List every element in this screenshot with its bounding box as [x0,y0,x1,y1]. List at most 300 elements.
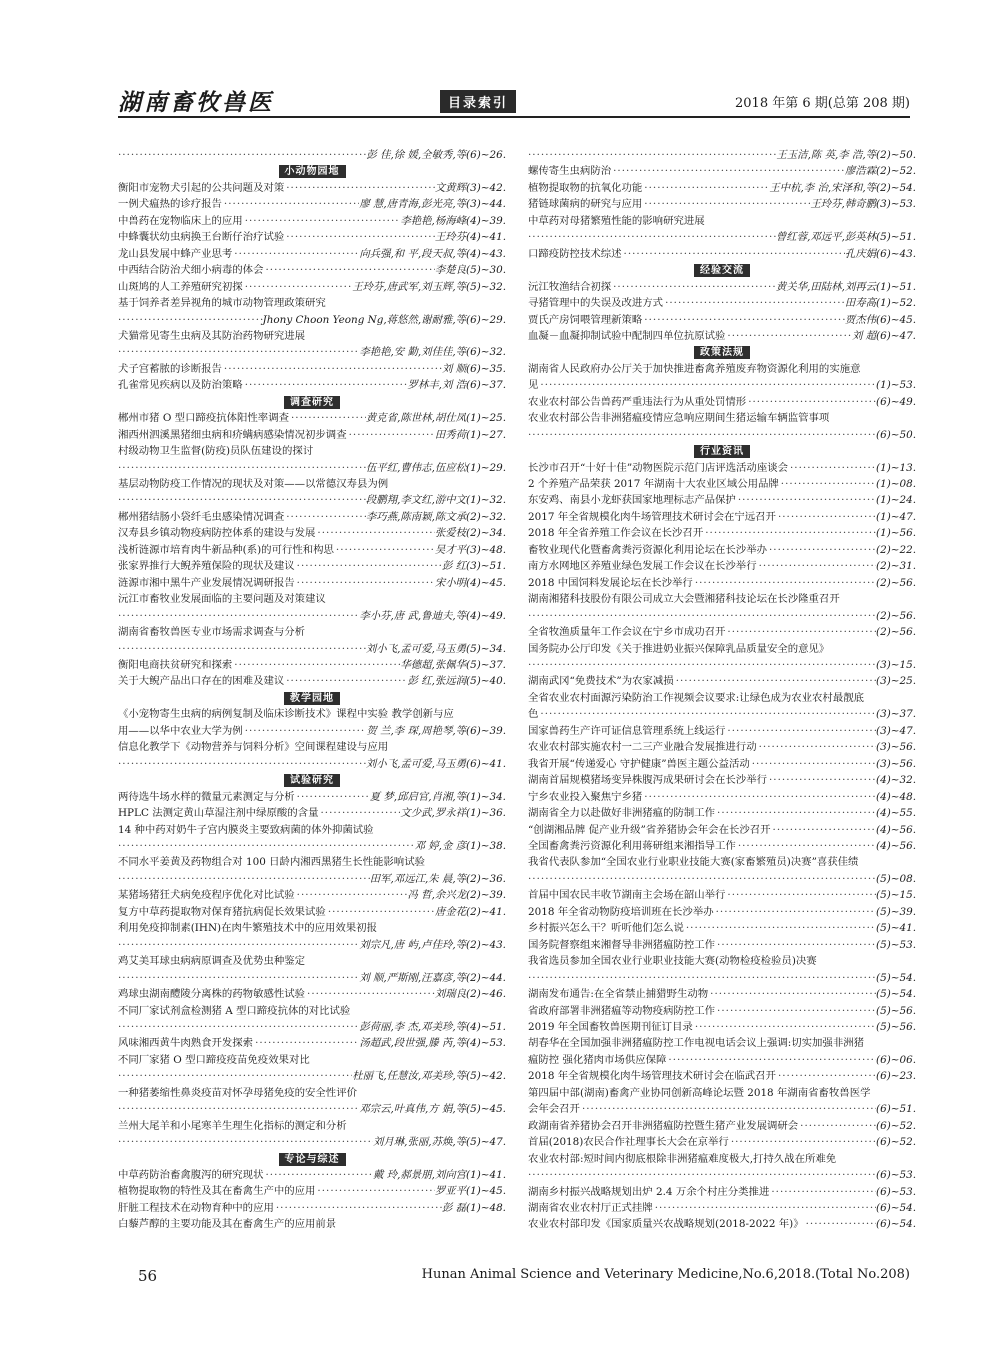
entry-authors: (6)~49. [876,395,916,408]
index-entry [528,887,916,903]
entry-title-line: 白藜芦醇的主要功能及其在畜禽生产的应用前景 [118,1218,337,1231]
index-entry [528,838,916,854]
index-entry [528,1118,916,1134]
category-heading [118,772,506,788]
dot-leader [622,246,845,262]
entry-title: HPLC 法测定黄山草湿注剂中绿原酸的含量 [118,807,319,820]
index-entry [528,377,916,393]
entry-title: 农业农村部实施农村一二三产业融合发展推进行动 [528,741,757,754]
journal-logo: 湖南畜牧兽医 [118,89,274,116]
entry-authors: 王玲芬(4)~41. [434,231,506,244]
entry-authors: 向兵强,和 平,段天叔,等(4)~43. [359,247,506,260]
dot-leader [769,1184,876,1200]
entry-author-line [118,312,506,328]
dot-leader [611,279,776,295]
entry-authors: 李楚良(5)~30. [434,264,506,277]
entry-authors: 廖 慧,唐青海,彭光亮,等(3)~44. [359,198,506,211]
entry-title-line: 农业农村部公告非洲猪瘟疫情应急响应期间生猪运输车辆监管事项 [528,412,830,425]
dot-leader [326,904,435,920]
category-label: 行业资讯 [694,445,750,458]
entry-authors: 刘 超(6)~47. [851,329,916,342]
entry-authors: (5)~53. [876,938,916,951]
index-entry [528,1019,916,1035]
entry-title: 孔雀常见疾病以及防治策略 [118,379,243,392]
category-heading [118,163,506,179]
entry-title-line: 犬猫常见寄生虫病及其防治药物研究进展 [118,329,306,342]
entry-authors: 刘小飞,孟可爱,马玉勇(6)~41. [365,757,506,770]
entry-author-line [528,970,916,986]
entry-title: 风味湘西黄牛肉熟食开发探索 [118,1037,254,1050]
index-entry [528,1216,916,1232]
entry-title-line: 农业农村部:短时间内彻底根除非洲猪瘟难度极大,打持久战在所难免 [528,1152,837,1165]
dot-leader [243,279,353,295]
entry-title-line: 第四届中部(湖南)畜禽产业协同创新高峰论坛暨 2018 年湖南省畜牧兽医学 [528,1086,871,1099]
index-entry [528,937,916,953]
entry-title: 龙山县发展中蜂产业思考 [118,247,233,260]
entry-authors: 李艳艳,杨海峰(4)~39. [400,214,506,227]
dot-leader [528,608,876,624]
entry-title: 2017 年全省规模化肉牛场管理技术研讨会在宁远召开 [528,510,776,523]
entry-authors: (2)~56. [876,609,916,622]
dot-leader [642,196,810,212]
dot-leader [767,542,876,558]
entry-title: 见 [528,379,539,392]
journal-english-name: Hunan Animal Science and Veterinary Medicine,No.6,2018.(Total No.208) [421,1267,910,1282]
entry-title: 衡阳电商扶贫研究和探索 [118,659,233,672]
dot-leader [715,1003,876,1019]
dot-leader [118,756,366,772]
entry-authors: 黄克省,陈世林,胡仕凤(1)~25. [365,412,506,425]
dot-leader [715,937,876,953]
entry-author-line [118,344,506,360]
right-column [528,147,916,1233]
dot-leader [284,229,435,245]
entry-authors: (6)~06. [876,1053,916,1066]
dot-leader [334,542,435,558]
entry-title: 山斑鸠的人工养殖研究初探 [118,280,243,293]
dot-leader [253,1035,359,1051]
index-entry [118,887,506,903]
entry-authors: (5)~54. [876,988,916,1001]
entry-authors: 彭 佳,徐 媛,全敏秀,等(6)~26. [366,149,506,161]
entry-authors: (3)~56. [876,757,916,770]
entry-authors: (6)~54. [876,1201,916,1214]
index-entry [118,1167,506,1183]
entry-authors: 王玉洁,陈 英,李 浩,等(2)~50. [776,149,916,161]
dot-leader [674,673,876,689]
index-entry [118,1183,506,1199]
category-heading [118,690,506,706]
index-entry [118,246,506,262]
entry-title: 湘西州泗溪黑猪细虫病和疥螨病感染情况初步调查 [118,428,347,441]
dot-leader [315,525,434,541]
index-entry [528,1003,916,1019]
dot-leader [725,328,852,344]
entry-title: 首届中国农民丰收节湖南主会场在韶山举行 [528,889,726,902]
entry-authors: 黄关华,田陆林,刘再云(1)~51. [775,280,916,293]
entry-title: 湖南武冈“免费技术”为农家减损 [528,675,674,688]
index-entry [528,1200,916,1216]
entry-author-line [118,641,506,657]
dot-leader [284,673,407,689]
index-entry [118,509,506,525]
dot-leader [528,229,776,245]
entry-authors: 王玲芬,韩奇鹏(3)~53. [810,198,916,211]
dot-leader [528,657,876,673]
index-entry [528,706,916,722]
dot-leader [663,295,845,311]
dot-leader [757,739,876,755]
entry-title: 沅江牧渔结合初探 [528,280,612,293]
dot-leader [798,1118,876,1134]
index-entry [118,361,506,377]
entry-author-line [118,147,506,163]
category-label: 经验交流 [694,264,750,277]
entry-authors: 罗林丰,刘 浩(6)~37. [407,379,506,392]
index-entry [528,476,916,492]
dot-leader [725,624,876,640]
index-entry [528,673,916,689]
entry-title-line: 兰州大尾羊和小尾寒羊生理生化指标的测定和分析 [118,1119,347,1132]
entry-authors: (6)~54. [876,1218,916,1231]
entry-authors: (5)~56. [876,1004,916,1017]
dot-leader [118,460,366,476]
index-entry [528,542,916,558]
entry-title: 湖南省全力以赴做好非洲猪瘟的防制工作 [528,807,716,820]
entry-author-line [528,871,916,887]
entry-title: 湖南乡村振兴战略规划出炉 2.4 万余个村庄分类推进 [528,1185,770,1198]
entry-author-line [118,871,506,887]
entry-authors: (3)~56. [876,741,916,754]
index-entry [118,180,506,196]
entry-author-line [528,608,916,624]
dot-leader [274,1200,442,1216]
entry-authors: (1)~47. [876,510,916,523]
dot-leader [736,492,876,508]
entry-title-line: 基于饲养者差异视角的城市动物管理政策研究 [118,297,326,310]
entry-title-line: 不同水平姜黄及药物组合对 100 日龄内湘西黑猪生长性能影响试验 [118,856,425,869]
dot-leader [528,1167,876,1183]
entry-authors: (1)~13. [876,461,916,474]
entry-authors: (2)~56. [876,626,916,639]
dot-leader [118,838,415,854]
entry-author-line [118,970,506,986]
dot-leader [243,377,408,393]
entry-authors: 贾杰伟(6)~45. [844,313,916,326]
dot-leader [232,246,359,262]
entry-authors: (6)~52. [876,1119,916,1132]
entry-authors: (4)~55. [876,807,916,820]
category-heading [528,344,916,360]
entry-title: 2 个养殖产品荣获 2017 年湖南十大农业区域公用品牌 [528,478,779,491]
entry-authors: 彭 磊(1)~48. [441,1201,506,1214]
entry-author-line [118,1134,506,1150]
entry-title-line: 不同厂家试剂盒检测猪 A 型口蹄疫抗体的对比试验 [118,1004,351,1017]
entry-authors: (4)~32. [876,774,916,787]
entry-title: 中草药防治畜禽腹泻的研究现状 [118,1169,264,1182]
dot-leader [118,608,359,624]
dot-leader [642,312,845,328]
entry-author-line [528,1167,916,1183]
entry-authors: (6)~53. [876,1185,916,1198]
dot-leader [779,476,876,492]
index-entry [118,213,506,229]
entry-author-line [528,427,916,443]
dot-leader [118,147,366,163]
category-heading [528,262,916,278]
entry-title: 肝脏工程技术在动物育种中的应用 [118,1201,274,1214]
index-entry [528,525,916,541]
entry-title: 2018 年全省养殖工作会议在长沙召开 [528,527,704,540]
entry-title: 2019 年全国畜牧兽医期刊征订目录 [528,1020,693,1033]
dot-leader [693,575,876,591]
entry-authors: (1)~08. [876,478,916,491]
index-entry [528,558,916,574]
dot-leader [118,871,370,887]
entry-authors: 张爱枝(2)~34. [434,527,506,540]
entry-authors: 邓 婷,金 彦(1)~38. [414,839,506,852]
entry-authors: (6)~51. [876,1103,916,1116]
dot-leader [746,394,876,410]
dot-leader [318,805,400,821]
entry-title: 鸡球虫湖南醴陵分离株的药物敏感性试验 [118,988,306,1001]
index-entry [118,657,506,673]
dot-leader [263,262,434,278]
index-entry [118,542,506,558]
entry-title-line: 我省选员参加全国农业行业职业技能大赛(动物检疫检验员)决赛 [528,955,817,968]
index-entry [118,904,506,920]
entry-title: 汉寿县乡镇动物疫病防控体系的建设与发展 [118,527,316,540]
entry-title: 口蹄疫防控技术综述 [528,247,622,260]
dot-leader [118,344,359,360]
dot-leader [295,558,442,574]
entry-title: 中蜂囊状幼虫病换王台断仔治疗试验 [118,231,285,244]
dot-leader [767,772,876,788]
entry-title-line: 沅江市畜牧业发展面临的主要问题及对策建议 [118,593,326,606]
dot-leader [714,904,876,920]
entry-author-line [118,492,506,508]
entry-authors: (3)~15. [876,659,916,671]
entry-authors: (6)~50. [876,428,916,441]
dot-leader [263,1167,373,1183]
index-entry [118,410,506,426]
index-entry [528,822,916,838]
entry-authors: (5)~08. [876,872,916,885]
dot-leader [284,180,435,196]
entry-title: 2018 中国饲料发展论坛在长沙举行 [528,576,693,589]
dot-leader [580,1101,876,1117]
index-entry [118,377,506,393]
issue-info: 2018 年第 6 期(总第 208 期) [735,96,910,111]
dot-leader [642,180,769,196]
index-entry [118,723,506,739]
index-entry [528,1101,916,1117]
dot-leader [611,163,845,179]
index-entry [528,279,916,295]
dot-leader [118,312,263,328]
dot-leader [295,887,408,903]
dot-leader [528,427,876,443]
entry-author-line [528,147,916,163]
entry-authors: (6)~52. [876,1136,916,1149]
index-entry [528,1068,916,1084]
index-entry [528,575,916,591]
header-rule [118,116,910,118]
entry-authors: 李艳艳,安 勤,刘佳佳,等(6)~32. [359,346,506,359]
index-entry [528,295,916,311]
entry-title: 农业农村部印发《国家质量兴农战略规划(2018-2022 年)》 [528,1218,804,1231]
index-entry [118,558,506,574]
entry-title: 首届(2018)农民合作社理事长大会在京举行 [528,1136,729,1149]
entry-authors: 彭 红,张远润(5)~40. [407,675,506,688]
dot-leader [715,805,876,821]
category-label: 调查研究 [284,396,340,409]
index-entry [118,427,506,443]
entry-authors: 刘宗凡,唐 屿,卢佳玲,等(2)~43. [359,938,506,951]
dot-leader [528,147,776,163]
entry-authors: 杜丽飞,任慧汝,邓美珍,等(5)~42. [352,1070,506,1083]
index-entry [528,986,916,1002]
entry-title: 用——以华中农业大学为例 [118,724,243,737]
index-entry [528,805,916,821]
entry-title: 国务院督察组来湘督导非洲猪瘟防控工作 [528,938,716,951]
entry-title: “创湖湘品牌 促产业升级”省养猪协会年会在长沙召开 [528,823,771,836]
entry-title: 某猪场猪狂犬病免疫程序优化对比试验 [118,889,295,902]
entry-authors: (5)~56. [876,1020,916,1033]
index-entry [528,246,916,262]
dot-leader [788,460,876,476]
entry-authors: 孔庆娟(6)~43. [844,247,916,260]
entry-title: 中兽药在宠物临床上的应用 [118,214,243,227]
index-entry [528,180,916,196]
entry-authors: 李小芬,唐 武,鲁迪夫,等(4)~49. [359,609,506,622]
dot-leader [118,1019,359,1035]
dot-leader [118,492,366,508]
entry-authors: 戴 玲,郝景朋,刘向宫(1)~41. [373,1169,506,1182]
entry-author-line [118,756,506,772]
entry-authors: 王中杭,李 治,宋泽和,等(2)~54. [769,181,916,194]
dot-leader [222,361,442,377]
dot-leader [528,970,876,986]
dot-leader [305,986,435,1002]
entry-title: 瘟防控 强化猪肉市场供应保障 [528,1053,667,1066]
dot-leader [528,871,876,887]
entry-title: 植物提取物的特性及其在畜禽生产中的应用 [118,1185,316,1198]
page-header [118,78,910,118]
index-entry [528,394,916,410]
category-label: 试验研究 [284,774,340,787]
dot-leader [750,756,876,772]
entry-authors: 刘 顺(6)~35. [441,362,506,375]
index-entry [118,262,506,278]
entry-title: 郴州猪结肠小袋纤毛虫感染情况调查 [118,510,285,523]
entry-authors: (5)~41. [876,922,916,935]
entry-title-line: 鸡艾美耳球虫病病原调查及优势虫种鉴定 [118,955,306,968]
entry-authors: 宋小明(4)~45. [434,576,506,589]
entry-author-line [118,1068,506,1084]
entry-title: 郴州市猪 O 型口蹄疫抗体阳性率调查 [118,412,289,425]
entry-title: 一例犬瘟热的诊疗报告 [118,198,222,211]
dot-leader [776,1068,876,1084]
dot-leader [703,525,876,541]
dot-leader [684,920,876,936]
entry-authors: 汤超武,段世强,滕 芮,等(4)~53. [359,1037,506,1050]
index-entry [528,492,916,508]
entry-authors: 彭 红(3)~51. [441,560,506,573]
entry-title: 全省牧渔质量年工作会议在宁乡市成功召开 [528,626,726,639]
index-entry [118,196,506,212]
entry-title-line: 一种猪萎缩性鼻炎疫苗对怀孕母猪免疫的安全性评价 [118,1086,357,1099]
entry-authors: 伍平红,曹伟志,伍应松(1)~29. [365,461,506,474]
index-entry [118,1200,506,1216]
index-entry [528,920,916,936]
entry-title: 犬子宫蓄脓的诊断报告 [118,362,222,375]
entry-title: 省政府部署非洲猪瘟等动物疫病防控工作 [528,1004,716,1017]
entry-title-line: 村级动物卫生监督(防疫)员队伍建设的探讨 [118,445,314,458]
entry-title: 东安鸡、南县小龙虾获国家地理标志产品保护 [528,494,736,507]
entry-title: 宁乡农业投入聚焦宁乡猪 [528,790,643,803]
entry-authors: 唐金花(2)~41. [434,905,506,918]
entry-title-line: 全省农业农村面源污染防治工作视频会议要求:让绿色成为农业农村最靓底 [528,691,864,704]
entry-title-line: 湖南省畜牧兽医专业市场需求调查与分析 [118,626,306,639]
entry-title: 植物提取物的抗氧化功能 [528,181,643,194]
entry-title: 张家界推行大鲵养殖保险的现状及建议 [118,560,295,573]
entry-authors: (5)~54. [876,971,916,984]
entry-authors: 田秀荷(1)~27. [434,428,506,441]
entry-title: 复方中草药提取物对保育猪抗病促长效果试验 [118,905,326,918]
entry-title: 贾氏产房饲喂管理新策略 [528,313,643,326]
dot-leader [347,427,435,443]
dot-leader [666,1052,876,1068]
entry-authors: 文黄辉(3)~42. [434,181,506,194]
entry-author-line [118,1019,506,1035]
entry-authors: (2)~56. [876,576,916,589]
dot-leader [771,822,877,838]
entry-authors: 刘月琳,张丽,苏焕,等(5)~47. [373,1136,506,1149]
index-entry [528,163,916,179]
entry-authors: (3)~25. [876,675,916,688]
entry-title: 色 [528,708,539,721]
entry-title: 我省开展“传递爱心 守护健康”兽医主题公益活动 [528,757,750,770]
entry-author-line [528,229,916,245]
entry-author-line [118,937,506,953]
dot-leader [118,1101,359,1117]
entry-authors: 田军,邓远江,朱 晨,等(2)~36. [369,872,506,885]
index-entry [118,986,506,1002]
entry-authors: (1)~24. [876,494,916,507]
entry-authors: (3)~47. [876,724,916,737]
dot-leader [693,1019,876,1035]
index-entry [118,279,506,295]
entry-authors: (6)~23. [876,1070,916,1083]
index-entry [118,1035,506,1051]
index-entry [528,1184,916,1200]
entry-title: 寻猪管理中的失误及改进方式 [528,297,664,310]
entry-title: 湖南省农业农村厅正式挂牌 [528,1201,653,1214]
category-label: 小动物园地 [279,165,346,178]
entry-authors: (4)~56. [876,839,916,852]
entry-authors: 罗亚平(1)~45. [434,1185,506,1198]
entry-authors: 曾红蓉,邓远平,彭英林(5)~51. [775,231,916,244]
entry-title: 会年会召开 [528,1103,580,1116]
entry-authors: (1)~53. [876,379,916,392]
entry-authors: (5)~15. [876,889,916,902]
entry-authors: 冯 哲,余兴龙(2)~39. [407,889,506,902]
dot-leader [289,410,366,426]
entry-authors: (4)~48. [876,790,916,803]
entry-title: 衡阳市宠物犬引起的公共问题及对策 [118,181,285,194]
dot-leader [118,937,359,953]
